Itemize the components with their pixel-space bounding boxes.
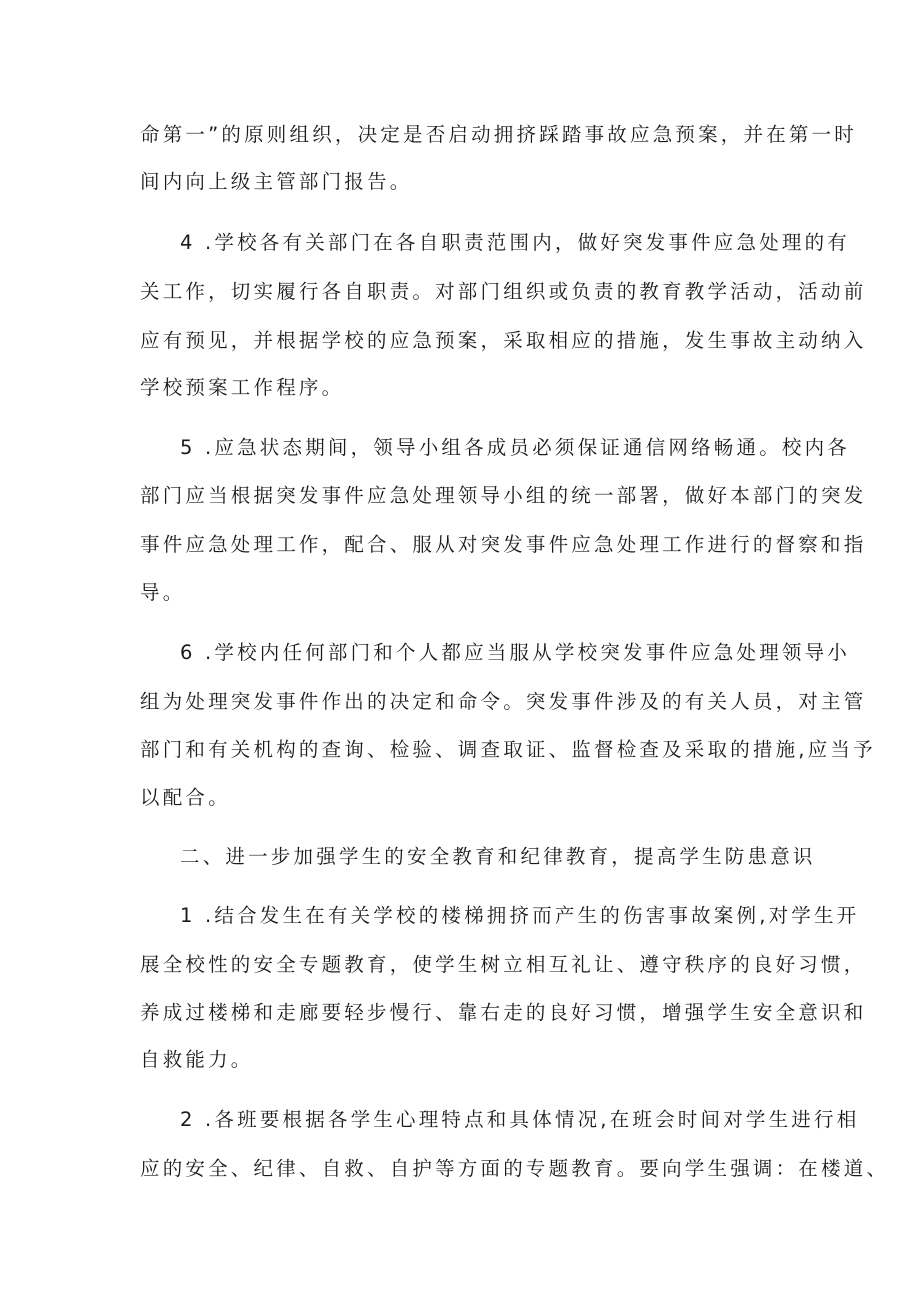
paragraph-line: 6 .学校内任何部门和个人都应当服从学校突发事件应急处理领导小	[180, 641, 851, 664]
paragraph-line: 5 .应急状态期间，领导小组各成员必须保证通信网络畅通。校内各	[180, 436, 851, 459]
paragraph-line: 以配合。	[140, 786, 231, 809]
paragraph-line: 学校预案工作程序。	[140, 376, 345, 399]
paragraph-line: 应有预见，并根据学校的应急预案，采取相应的措施，发生事故主动纳入	[140, 329, 867, 352]
paragraph-line: 自救能力。	[140, 1048, 254, 1071]
paragraph-line: 应的安全、纪律、自救、自护等方面的专题教育。要向学生强调：在楼道、	[140, 1157, 890, 1180]
paragraph-line: 展全校性的安全专题教育，使学生树立相互礼让、遵守秩序的良好习惯，	[140, 953, 867, 976]
paragraph-line: 1 .结合发生在有关学校的楼梯拥挤而产生的伤害事故案例,对学生开	[180, 904, 860, 927]
paragraph-line: 导。	[140, 581, 186, 604]
paragraph-line: 间内向上级主管部门报告。	[140, 170, 413, 193]
paragraph-line: 养成过楼梯和走廊要轻步慢行、靠右走的良好习惯，增强学生安全意识和	[140, 1001, 867, 1024]
section-heading: 二、进一步加强学生的安全教育和纪律教育，提高学生防患意识	[180, 845, 816, 868]
paragraph-line: 命第一”的原则组织，决定是否启动拥挤踩踏事故应急预案，并在第一时	[140, 123, 858, 146]
paragraph-line: 组为处理突发事件作出的决定和命令。突发事件涉及的有关人员，对主管	[140, 690, 867, 713]
paragraph-line: 2 .各班要根据各学生心理特点和具体情况,在班会时间对学生进行相	[180, 1108, 860, 1131]
paragraph-line: 部门和有关机构的查询、检验、调查取证、监督检查及采取的措施,应当予	[140, 738, 876, 761]
paragraph-line: 事件应急处理工作，配合、服从对突发事件应急处理工作进行的督察和指	[140, 533, 867, 556]
paragraph-line: 部门应当根据突发事件应急处理领导小组的统一部署，做好本部门的突发	[140, 484, 867, 507]
paragraph-line: 关工作，切实履行各自职责。对部门组织或负责的教育教学活动，活动前	[140, 280, 867, 303]
paragraph-line: 4 .学校各有关部门在各自职责范围内，做好突发事件应急处理的有	[180, 231, 851, 254]
